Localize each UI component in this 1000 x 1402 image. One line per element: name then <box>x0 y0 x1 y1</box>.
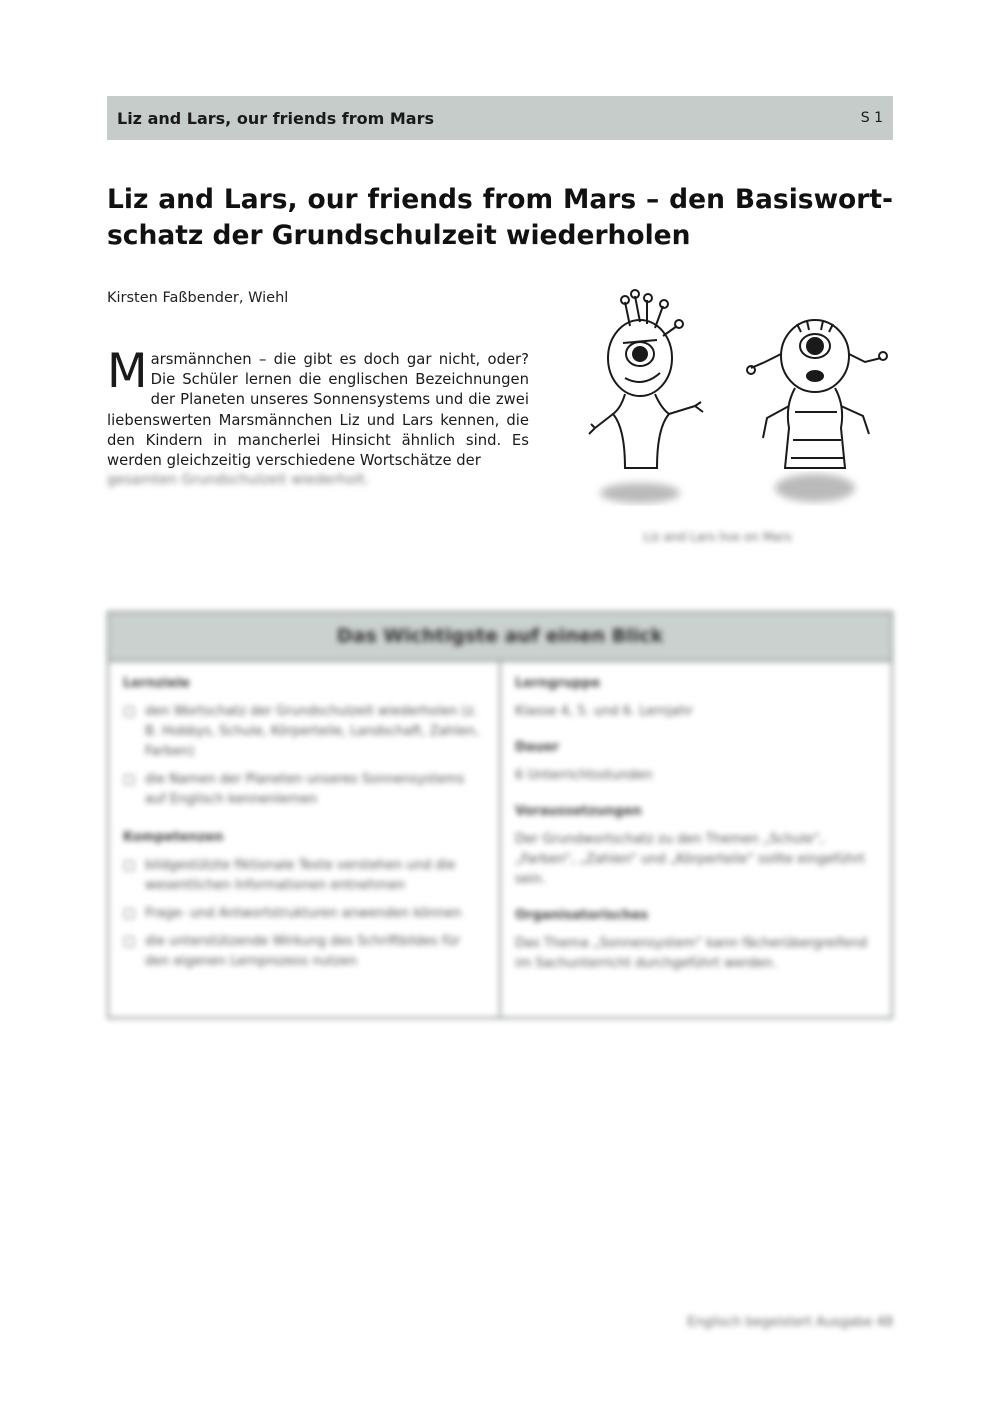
section-heading: Lerngruppe <box>515 676 601 691</box>
lars-figure <box>589 290 703 468</box>
martians-illustration <box>585 288 905 528</box>
overview-left-column <box>109 662 501 1017</box>
header-title: Liz and Lars, our friends from Mars <box>117 109 435 128</box>
intro-text: arsmännchen – die gibt es doch gar nicht, oder? Die Schüler lernen die englischen Bezeichnungen der Planeten unseres Sonnensystems und die zwei liebenswerten Marsmännchen Liz und Lars kennen, die den Kindern in mancherlei Hinsicht ähnlich sind. Es werden gleichzeitig verschiedene Wortschätze der <box>107 351 529 470</box>
page-title: Liz and Lars, our friends from Mars – den Basiswort-schatz der Grundschulzeit wiederholen <box>107 184 893 251</box>
header-bar <box>107 96 893 140</box>
footer-text: Englisch begeistert Ausgabe 48 <box>687 1315 893 1330</box>
overview-box <box>107 611 893 1019</box>
liz-figure <box>747 320 887 468</box>
page-number: S 1 <box>860 110 883 126</box>
section-heading: Voraussetzungen <box>515 804 642 819</box>
list-item: □ die Namen der Planeten unseres Sonnensystems auf Englisch kennenlernen <box>123 770 485 810</box>
section-heading: Dauer <box>515 740 560 755</box>
section-text: Das Thema „Sonnensystem“ kann fächerübergreifend im Sachunterricht durchgeführt werden. <box>515 936 868 971</box>
author-line: Kirsten Faßbender, Wiehl <box>107 290 289 306</box>
section-heading: Kompetenzen <box>123 830 224 845</box>
drop-cap: M <box>107 344 148 399</box>
list-item: □ bildgestützte fiktionale Texte verstehen und die wesentlichen Informationen entnehmen <box>123 856 485 896</box>
overview-heading: Das Wichtigste auf einen Blick <box>109 613 891 662</box>
list-item: □ die unterstützende Wirkung des Schriftbildes für den eigenen Lernprozess nutzen <box>123 932 485 972</box>
section-heading: Lernziele <box>123 676 190 691</box>
section-heading: Organisatorisches <box>515 908 649 923</box>
section-text: Der Grundwortschatz zu den Themen „Schule“, „Farben“, „Zahlen“ und „Körperteile“ sollte eingeführt sein. <box>515 832 865 887</box>
section-text: Klasse 4, 5. und 6. Lernjahr <box>515 704 693 719</box>
list-item: □ Frage- und Antwortstrukturen anwenden können <box>123 904 485 924</box>
illustration-caption: Liz and Lars live on Mars <box>643 530 792 544</box>
list-item: □ den Wortschatz der Grundschulzeit wiederholen (z. B. Hobbys, Schule, Körperteile, Landschaft, Zahlen, Farben) <box>123 702 485 762</box>
intro-paragraph <box>107 344 529 471</box>
overview-right-column <box>501 662 891 1017</box>
intro-continuation: gesamten Grundschulzeit wiederholt. <box>107 472 370 488</box>
section-text: 6 Unterrichtsstunden <box>515 768 653 783</box>
